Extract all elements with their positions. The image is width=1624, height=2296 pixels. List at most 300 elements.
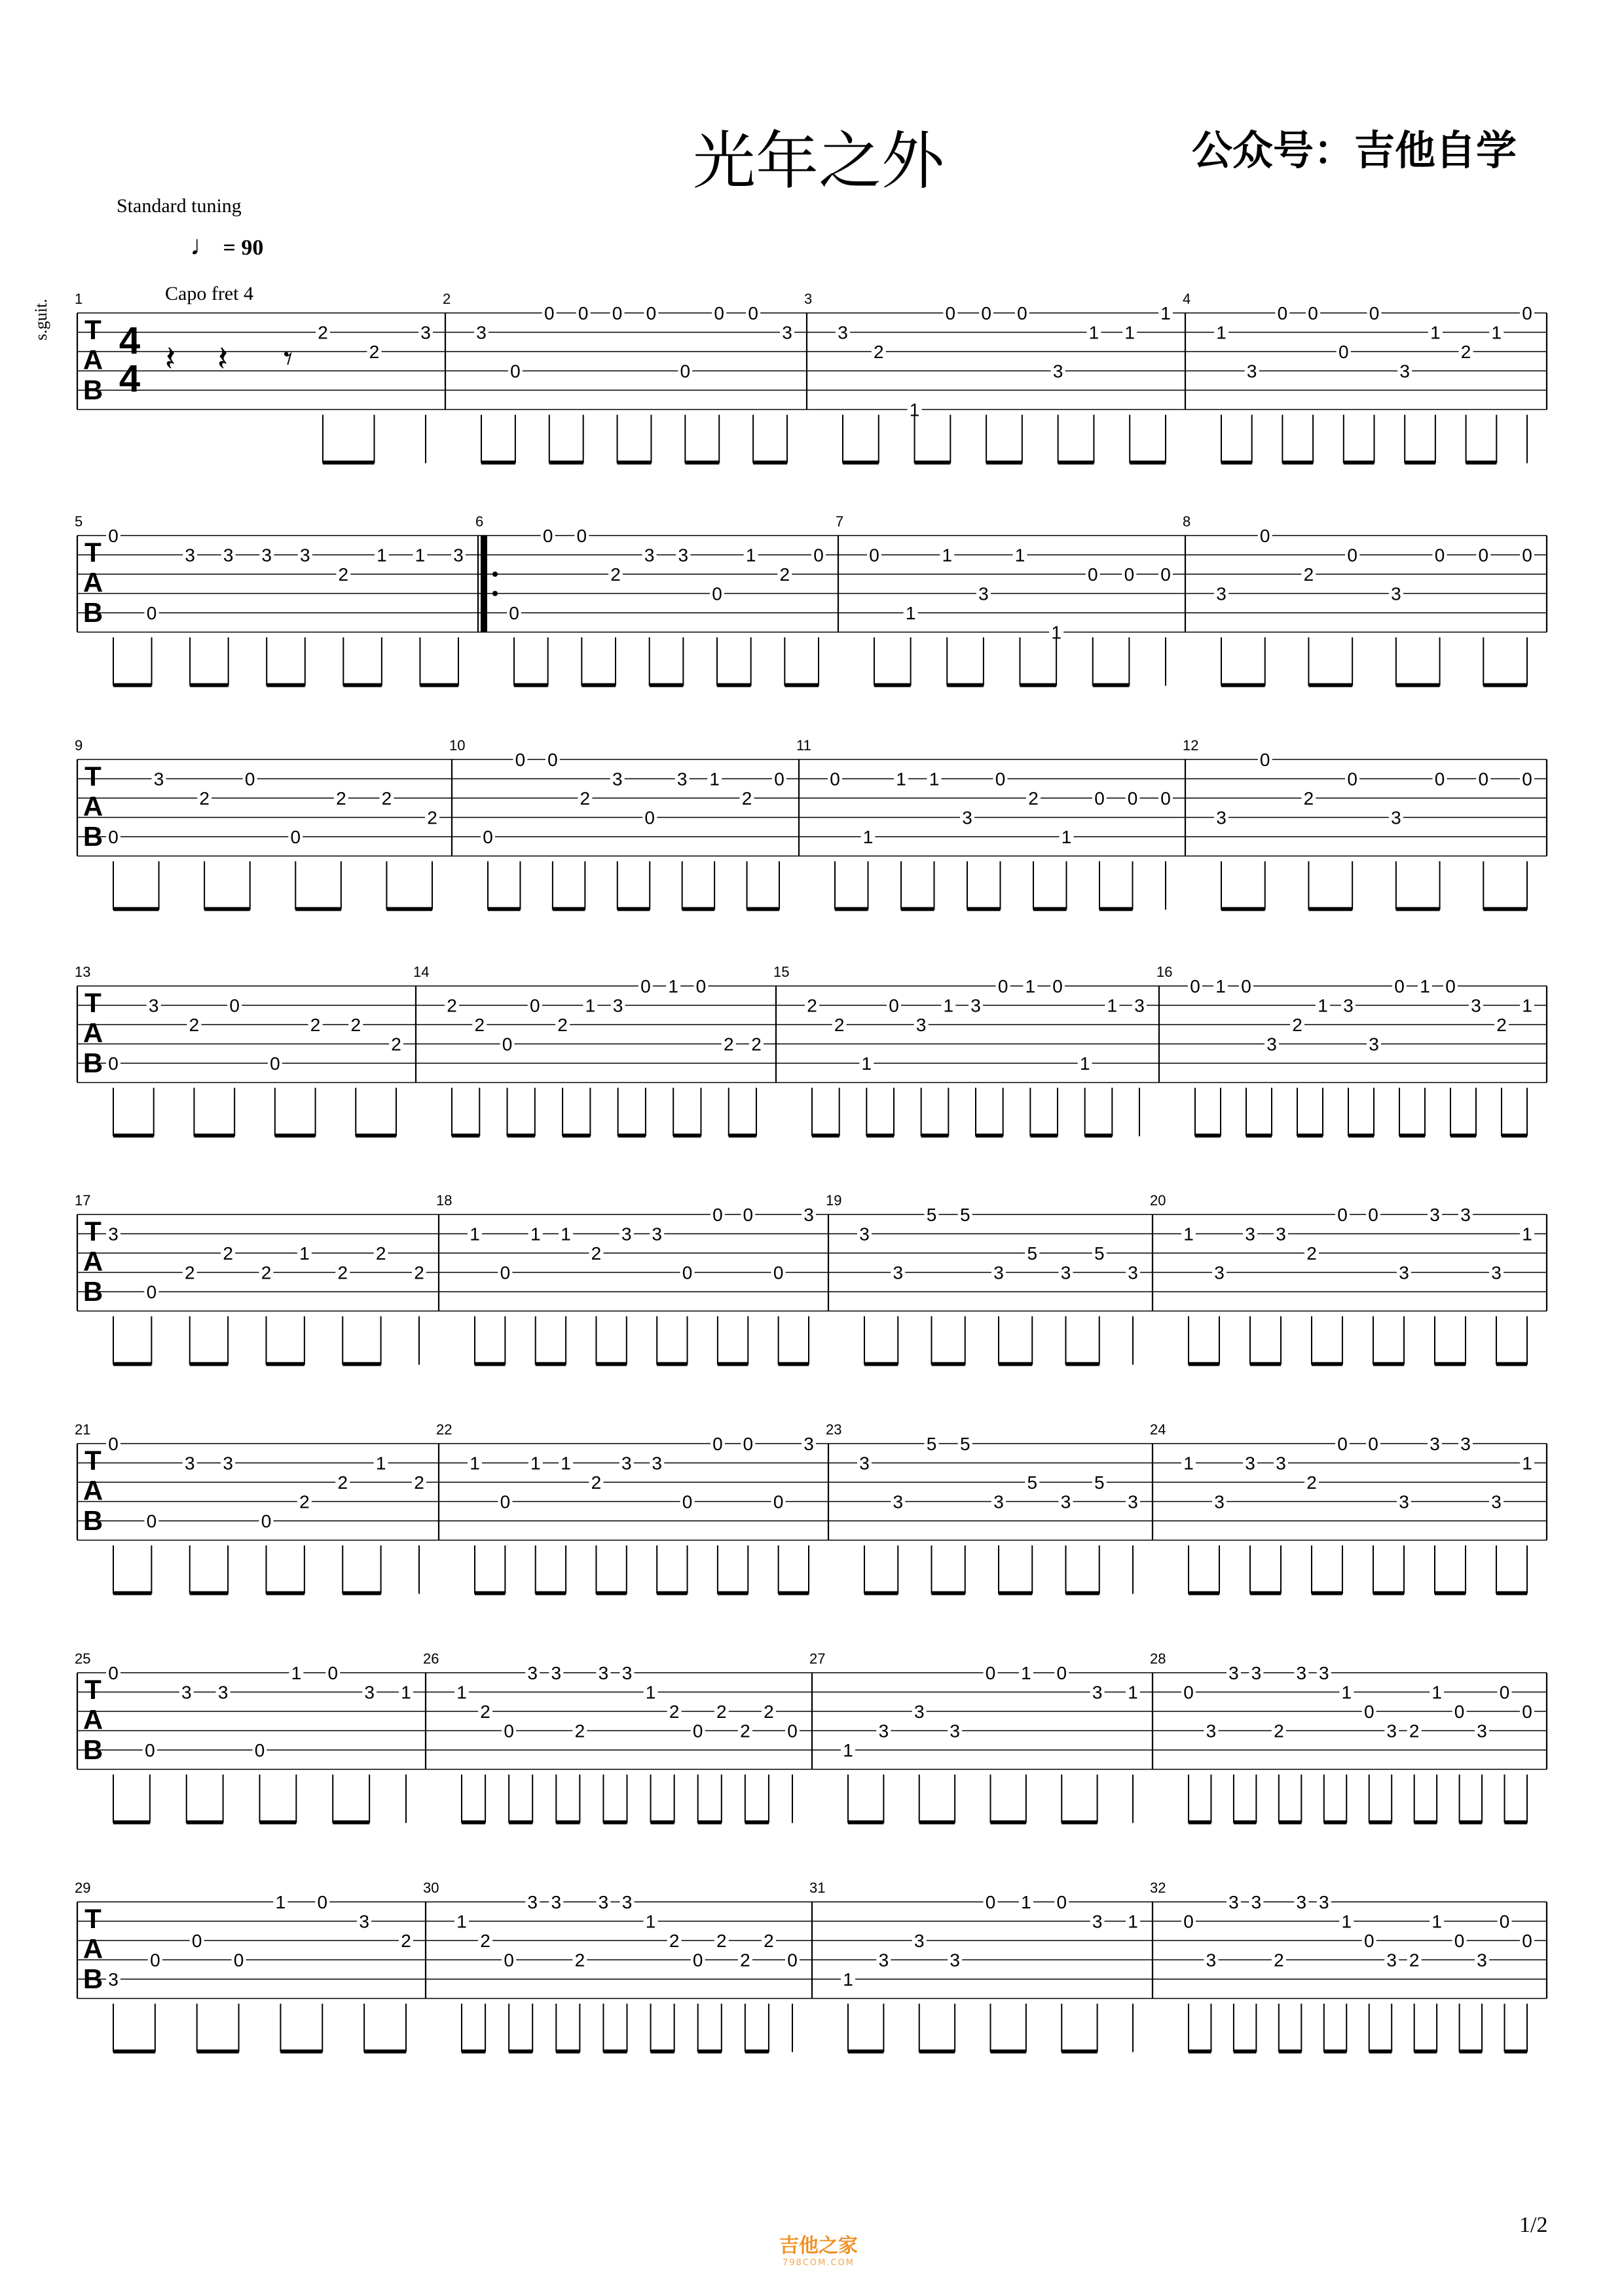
fret-number: 3 [970, 995, 981, 1016]
fret-number: 1 [561, 1453, 571, 1474]
fret-number: 3 [1391, 583, 1401, 604]
fret-number: 2 [740, 1950, 750, 1971]
fret-number: 0 [1434, 545, 1445, 566]
fret-number: 2 [557, 1015, 568, 1035]
fret-number: 2 [1496, 1015, 1507, 1035]
fret-number: 2 [223, 1243, 233, 1264]
fret-number: 0 [985, 1663, 996, 1683]
fret-number: 0 [576, 526, 587, 546]
fret-number: 0 [547, 750, 558, 770]
fret-number: 0 [530, 995, 540, 1016]
note-beam [1189, 1362, 1219, 1366]
measure-number: 19 [826, 1192, 842, 1209]
instrument-label: s.guit. [31, 299, 50, 340]
fret-number: 0 [1337, 1205, 1348, 1225]
note-beam [1221, 907, 1265, 911]
fret-number: 2 [741, 788, 752, 809]
note-beam [1308, 907, 1352, 911]
fret-number: 2 [391, 1034, 401, 1055]
fret-number: 1 [530, 1224, 541, 1245]
note-beam [718, 1592, 748, 1595]
fret-number: 5 [959, 1434, 970, 1454]
fret-number: 1 [1061, 827, 1072, 847]
fret-number: 1 [1420, 976, 1430, 996]
fret-number: 3 [652, 1224, 662, 1245]
note-beam [603, 2050, 627, 2054]
fret-number: 3 [644, 545, 655, 566]
fret-number: 2 [337, 1262, 348, 1283]
fret-number: 1 [943, 995, 954, 1016]
fret-number: 2 [1292, 1015, 1302, 1035]
fret-number: 1 [291, 1663, 302, 1683]
fret-number: 0 [1363, 1931, 1375, 1951]
fret-number: 2 [184, 1262, 195, 1283]
fret-number: 3 [1216, 583, 1227, 604]
note-beam [779, 1362, 809, 1366]
fret-number: 3 [993, 1491, 1004, 1512]
account-label: 公众号：吉他自学 [1192, 126, 1517, 174]
note-beam [113, 1134, 154, 1138]
fret-number: 0 [1308, 303, 1318, 323]
fret-number: 2 [807, 995, 817, 1016]
fret-number: 0 [1160, 564, 1171, 585]
fret-number: 0 [1190, 976, 1200, 996]
fret-number: 0 [1368, 1205, 1378, 1225]
fret-number: 3 [1399, 1491, 1409, 1512]
fret-number: 3 [950, 1721, 960, 1741]
fret-number: 0 [997, 976, 1008, 996]
note-beam [514, 683, 548, 687]
fret-number: 1 [1160, 303, 1171, 323]
measure-number: 7 [836, 513, 844, 530]
measure-number: 17 [75, 1192, 91, 1209]
note-beam [509, 2050, 532, 2054]
fret-number: 3 [978, 583, 989, 604]
capo-label: Capo fret 4 [165, 283, 253, 304]
note-beam [386, 907, 432, 911]
fret-number: 0 [1522, 1931, 1532, 1951]
note-beam [1221, 683, 1265, 687]
note-beam [1505, 1821, 1527, 1825]
measure-number: 28 [1150, 1650, 1166, 1667]
quarter-note-icon: ♩ [190, 231, 217, 261]
fret-number: 0 [1522, 303, 1532, 323]
note-beam [488, 907, 520, 911]
note-beam [190, 1592, 228, 1595]
rest-icon: 𝄽 [164, 339, 176, 378]
fret-number: 3 [612, 995, 623, 1016]
note-beam [1369, 2050, 1392, 2054]
fret-number: 1 [843, 1969, 853, 1990]
fret-number: 0 [1522, 769, 1532, 790]
tab-clef-letter: T [84, 1903, 101, 1934]
fret-number: 1 [470, 1224, 480, 1245]
note-beam [745, 1821, 769, 1825]
fret-number: 2 [336, 788, 346, 809]
fret-number: 2 [716, 1702, 727, 1722]
note-beam [753, 461, 787, 465]
fret-number: 0 [270, 1053, 280, 1074]
fret-number: 3 [1319, 1663, 1329, 1683]
fret-number: 0 [1338, 342, 1349, 362]
fret-number: 0 [504, 1950, 514, 1971]
fret-number: 3 [1399, 1262, 1409, 1283]
note-beam [1085, 1134, 1113, 1138]
fret-number: 1 [1124, 322, 1135, 343]
fret-number: 3 [1245, 1224, 1255, 1245]
note-beam [1093, 683, 1130, 687]
fret-number: 3 [181, 1682, 192, 1703]
note-beam [919, 1821, 955, 1825]
fret-number: 3 [476, 322, 487, 343]
measure-number: 20 [1150, 1192, 1166, 1209]
time-signature-digit: 4 [119, 319, 141, 362]
fret-number: 3 [621, 1892, 633, 1912]
measure-number: 12 [1183, 737, 1199, 754]
fret-number: 3 [108, 1224, 119, 1245]
note-beam [323, 461, 375, 465]
fret-number: 0 [869, 545, 879, 566]
note-beam [343, 683, 382, 687]
note-beam [1221, 461, 1252, 465]
note-beam [812, 1134, 840, 1138]
fret-number: 3 [1343, 995, 1354, 1016]
note-beam [113, 683, 152, 687]
fret-number: 1 [905, 603, 916, 623]
tuning-label: Standard tuning [117, 195, 242, 217]
note-beam [1066, 1362, 1099, 1366]
fret-number: 0 [108, 1434, 119, 1454]
fret-number: 0 [233, 1950, 244, 1971]
fret-number: 3 [217, 1682, 229, 1703]
fret-number: 1 [709, 769, 720, 790]
note-beam [1061, 1821, 1097, 1825]
note-beam [1279, 1821, 1301, 1825]
fret-number: 0 [1087, 564, 1098, 585]
fret-number: 3 [838, 322, 848, 343]
fret-number: 0 [502, 1034, 513, 1055]
measure-number: 21 [75, 1421, 91, 1438]
fret-number: 0 [1241, 976, 1251, 996]
fret-number: 0 [945, 303, 956, 323]
fret-number: 0 [1347, 769, 1357, 790]
note-beam [1324, 1821, 1346, 1825]
fret-number: 1 [1431, 1682, 1442, 1703]
note-beam [1324, 2050, 1346, 2054]
fret-number: 1 [415, 545, 426, 566]
note-beam [275, 1134, 316, 1138]
fret-number: 2 [414, 1262, 424, 1283]
note-beam [991, 1821, 1026, 1825]
fret-number: 0 [1277, 303, 1288, 323]
fret-number: 2 [1028, 788, 1039, 809]
fret-number: 3 [1460, 1205, 1471, 1225]
note-beam [779, 1592, 809, 1595]
fret-number: 3 [1399, 361, 1410, 382]
note-beam [1502, 1134, 1527, 1138]
fret-number: 3 [1471, 995, 1481, 1016]
fret-number: 2 [723, 1034, 734, 1055]
fret-number: 0 [1183, 1911, 1194, 1932]
tab-clef-letter: B [83, 1963, 103, 1994]
fret-number: 3 [1491, 1262, 1502, 1283]
fret-number: 0 [578, 303, 589, 323]
note-beam [682, 907, 714, 911]
fret-number: 0 [108, 827, 119, 847]
fret-number: 0 [1445, 976, 1456, 996]
note-beam [685, 461, 719, 465]
note-beam [1505, 2050, 1527, 2054]
fret-number: 3 [1214, 1262, 1225, 1283]
fret-number: 1 [1522, 995, 1532, 1016]
note-beam [356, 1134, 396, 1138]
fret-number: 5 [926, 1434, 937, 1454]
note-beam [596, 1362, 626, 1366]
fret-number: 2 [189, 1015, 200, 1035]
measure-number: 6 [475, 513, 484, 530]
fret-number: 3 [962, 807, 972, 828]
fret-number: 0 [1368, 1434, 1378, 1454]
measure-number: 30 [423, 1880, 439, 1896]
fret-number: 0 [680, 361, 691, 382]
fret-number: 3 [551, 1892, 562, 1912]
fret-number: 3 [359, 1911, 369, 1932]
tab-clef-letter: A [83, 1475, 103, 1506]
measure-number: 22 [436, 1421, 452, 1438]
measure-number: 16 [1156, 964, 1173, 980]
fret-number: 0 [1160, 788, 1171, 809]
note-beam [1396, 907, 1440, 911]
note-beam [295, 907, 341, 911]
note-beam [1466, 461, 1497, 465]
fret-number: 2 [474, 1015, 485, 1035]
note-beam [848, 1821, 883, 1825]
fret-number: 3 [913, 1702, 925, 1722]
note-beam [1282, 461, 1313, 465]
fret-number: 0 [1369, 303, 1380, 323]
measure-number: 15 [773, 964, 790, 980]
repeat-dot [492, 591, 498, 596]
measure-number: 14 [413, 964, 430, 980]
fret-number: 0 [515, 750, 526, 770]
note-beam [729, 1134, 756, 1138]
fret-number: 3 [612, 769, 623, 790]
note-beam [267, 683, 305, 687]
note-beam [745, 2050, 769, 2054]
fret-number: 1 [1051, 622, 1061, 643]
note-beam [507, 1134, 535, 1138]
fret-number: 3 [551, 1663, 562, 1683]
fret-number: 0 [1434, 769, 1445, 790]
fret-number: 0 [1347, 545, 1357, 566]
note-beam [1435, 1592, 1466, 1595]
fret-number: 3 [676, 769, 688, 790]
note-beam [1030, 1134, 1058, 1138]
fret-number: 0 [1478, 769, 1489, 790]
note-beam [698, 1821, 722, 1825]
note-beam [556, 1821, 580, 1825]
fret-number: 3 [1128, 1262, 1138, 1283]
measure-number: 25 [75, 1650, 91, 1667]
fret-number: 1 [1183, 1453, 1194, 1474]
note-beam [333, 1821, 369, 1825]
fret-number: 0 [889, 995, 899, 1016]
fret-number: 0 [712, 583, 722, 604]
fret-number: 5 [1094, 1243, 1105, 1264]
site-logo-en: 798COM.COM [783, 2258, 855, 2268]
fret-number: 0 [682, 1262, 693, 1283]
note-beam [536, 1592, 566, 1595]
note-beam [1234, 1821, 1256, 1825]
fret-number: 0 [692, 1721, 703, 1741]
fret-number: 3 [878, 1721, 889, 1741]
fret-number: 3 [364, 1682, 375, 1703]
fret-number: 3 [621, 1663, 633, 1683]
fret-number: 3 [893, 1262, 904, 1283]
fret-number: 1 [929, 769, 940, 790]
fret-number: 2 [337, 1472, 348, 1493]
fret-number: 0 [509, 603, 519, 623]
fret-number: 2 [375, 1243, 386, 1264]
note-beam [999, 1592, 1032, 1595]
fret-number: 3 [299, 545, 310, 566]
tab-clef-letter: T [84, 761, 101, 792]
measure-number: 29 [75, 1880, 91, 1896]
fret-number: 2 [1409, 1721, 1420, 1741]
fret-number: 0 [995, 769, 1006, 790]
note-beam [848, 2050, 883, 2054]
note-beam [475, 1362, 505, 1366]
fret-number: 2 [310, 1015, 321, 1035]
fret-number: 3 [621, 1224, 632, 1245]
note-beam [462, 1821, 485, 1825]
note-beam [618, 461, 652, 465]
fret-number: 1 [1318, 995, 1328, 1016]
fret-number: 1 [1025, 976, 1036, 996]
fret-number: 2 [580, 788, 591, 809]
fret-number: 5 [1027, 1472, 1038, 1493]
fret-number: 3 [1128, 1491, 1138, 1512]
note-beam [835, 907, 868, 911]
note-beam [364, 2050, 406, 2054]
fret-number: 1 [377, 545, 387, 566]
fret-number: 0 [695, 976, 707, 996]
note-beam [1250, 1362, 1281, 1366]
fret-number: 3 [527, 1663, 538, 1683]
note-beam [1348, 1134, 1374, 1138]
fret-number: 3 [1206, 1950, 1217, 1971]
fret-number: 1 [1107, 995, 1118, 1016]
fret-number: 3 [453, 545, 464, 566]
note-beam [536, 1362, 566, 1366]
fret-number: 2 [591, 1472, 602, 1493]
fret-number: 2 [338, 564, 349, 585]
note-beam [603, 1821, 627, 1825]
fret-number: 3 [153, 769, 164, 790]
fret-number: 3 [185, 545, 195, 566]
tab-clef-letter: T [84, 537, 101, 568]
tempo-value: = 90 [223, 236, 264, 260]
note-beam [1195, 1134, 1221, 1138]
fret-number: 2 [834, 1015, 845, 1035]
note-beam [1308, 683, 1352, 687]
fret-number: 1 [1021, 1663, 1031, 1683]
tab-clef-letter: T [84, 1216, 101, 1247]
fret-number: 1 [1522, 1224, 1532, 1245]
fret-number: 0 [254, 1740, 265, 1760]
tab-clef-letter: A [83, 791, 103, 822]
fret-number: 2 [873, 342, 884, 362]
fret-number: 2 [480, 1702, 490, 1722]
fret-number: 2 [427, 807, 437, 828]
measure-number: 26 [423, 1650, 439, 1667]
fret-number: 0 [981, 303, 991, 323]
measure-number: 31 [809, 1880, 826, 1896]
note-beam [618, 1134, 646, 1138]
fret-number: 0 [290, 827, 301, 847]
note-beam [549, 461, 583, 465]
fret-number: 0 [640, 976, 651, 996]
fret-number: 2 [1303, 788, 1314, 809]
fret-number: 1 [1079, 1053, 1090, 1074]
fret-number: 0 [317, 1892, 328, 1912]
fret-number: 0 [773, 1262, 784, 1283]
note-beam [657, 1592, 687, 1595]
measure-number: 1 [75, 291, 83, 307]
fret-number: 1 [1128, 1911, 1138, 1932]
note-beam [509, 1821, 532, 1825]
fret-number: 3 [261, 545, 272, 566]
fret-number: 5 [1027, 1243, 1038, 1264]
fret-number: 2 [369, 342, 380, 362]
fret-number: 0 [146, 1282, 157, 1302]
fret-number: 0 [544, 303, 555, 323]
note-beam [864, 1592, 898, 1595]
fret-number: 0 [743, 1434, 754, 1454]
fret-number: 1 [1021, 1892, 1031, 1912]
note-beam [986, 461, 1022, 465]
note-beam [194, 1134, 234, 1138]
note-beam [1483, 907, 1527, 911]
note-beam [843, 461, 879, 465]
note-beam [1234, 2050, 1256, 2054]
repeat-bar [481, 536, 487, 632]
note-beam [1058, 461, 1094, 465]
fret-number: 3 [1092, 1911, 1103, 1932]
tab-clef-letter: T [84, 314, 101, 345]
fret-number: 3 [1386, 1950, 1397, 1971]
fret-number: 1 [1430, 322, 1441, 343]
note-beam [651, 1821, 674, 1825]
fret-number: 0 [743, 1205, 754, 1225]
fret-number: 0 [261, 1511, 272, 1531]
note-beam [267, 1362, 304, 1366]
note-beam [563, 1134, 590, 1138]
note-beam [204, 907, 250, 911]
note-beam [1033, 907, 1067, 911]
fret-number: 0 [985, 1892, 996, 1912]
fret-number: 2 [764, 1702, 774, 1722]
fret-number: 0 [1056, 1892, 1067, 1912]
fret-number: 0 [714, 303, 725, 323]
fret-number: 3 [878, 1950, 889, 1971]
note-beam [919, 2050, 955, 2054]
note-beam [1460, 2050, 1482, 2054]
fret-number: 0 [150, 1950, 160, 1971]
note-beam [1061, 2050, 1097, 2054]
note-beam [113, 907, 159, 911]
fret-number: 0 [644, 807, 655, 828]
